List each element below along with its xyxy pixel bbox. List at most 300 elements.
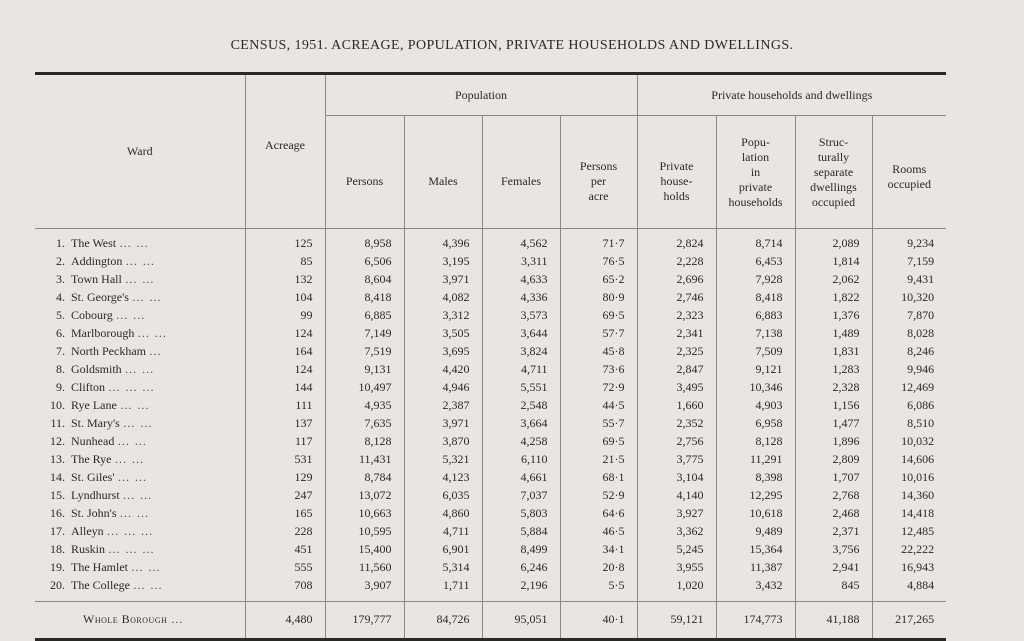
separate-dwellings-cell: 3,756 bbox=[795, 541, 872, 559]
females-cell: 5,884 bbox=[482, 523, 560, 541]
ward-name: Rye Lane bbox=[71, 398, 117, 412]
population-private-cell: 4,903 bbox=[716, 397, 795, 415]
females-cell: 3,311 bbox=[482, 253, 560, 271]
ward-name: St. George's bbox=[71, 290, 129, 304]
acreage-cell: 531 bbox=[245, 451, 325, 469]
ward-number: 16. bbox=[50, 506, 65, 520]
males-cell: 4,946 bbox=[404, 379, 482, 397]
leader-dots: … … bbox=[125, 254, 156, 268]
population-private-cell: 7,509 bbox=[716, 343, 795, 361]
persons-per-acre-cell: 76·5 bbox=[560, 253, 637, 271]
header-structurally-separate-dwellings: Struc- turally separate dwellings occupied bbox=[795, 116, 872, 228]
persons-cell: 8,128 bbox=[325, 433, 404, 451]
ward-number: 14. bbox=[50, 470, 65, 484]
persons-cell: 11,560 bbox=[325, 559, 404, 577]
ward-name: Town Hall bbox=[71, 272, 122, 286]
persons-per-acre-cell: 57·7 bbox=[560, 325, 637, 343]
females-cell: 4,562 bbox=[482, 228, 560, 253]
population-private-cell: 8,714 bbox=[716, 228, 795, 253]
ward-number: 12. bbox=[50, 434, 65, 448]
ward-name: St. John's bbox=[71, 506, 117, 520]
persons-cell: 10,663 bbox=[325, 505, 404, 523]
females-cell: 2,196 bbox=[482, 577, 560, 595]
ward-cell bbox=[35, 523, 245, 541]
ward-number: 11. bbox=[50, 416, 65, 430]
persons-per-acre-cell: 21·5 bbox=[560, 451, 637, 469]
males-cell: 6,901 bbox=[404, 541, 482, 559]
females-cell: 5,803 bbox=[482, 505, 560, 523]
total-row: Whole Borough … 4,480 179,777 84,726 95,051 40·1 59,121 174,773 41,188 217,265 bbox=[35, 601, 946, 639]
rooms-occupied-cell: 8,246 bbox=[872, 343, 946, 361]
private-households-cell: 2,341 bbox=[637, 325, 716, 343]
persons-cell: 10,497 bbox=[325, 379, 404, 397]
persons-per-acre-cell: 72·9 bbox=[560, 379, 637, 397]
private-households-cell: 3,775 bbox=[637, 451, 716, 469]
leader-dots: … … bbox=[119, 236, 150, 250]
population-private-cell: 11,387 bbox=[716, 559, 795, 577]
acreage-cell: 164 bbox=[245, 343, 325, 361]
table-row bbox=[35, 325, 946, 343]
population-private-cell: 10,346 bbox=[716, 379, 795, 397]
private-households-cell: 3,955 bbox=[637, 559, 716, 577]
females-cell: 6,246 bbox=[482, 559, 560, 577]
leader-dots: … … bbox=[132, 578, 163, 592]
acreage-cell: 117 bbox=[245, 433, 325, 451]
private-households-cell: 2,696 bbox=[637, 271, 716, 289]
rooms-occupied-cell: 10,320 bbox=[872, 289, 946, 307]
leader-dots: … … bbox=[122, 416, 153, 430]
table-row bbox=[35, 289, 946, 307]
females-cell: 3,664 bbox=[482, 415, 560, 433]
persons-cell: 3,907 bbox=[325, 577, 404, 595]
persons-per-acre-cell: 5·5 bbox=[560, 577, 637, 595]
leader-dots: … … bbox=[115, 308, 146, 322]
acreage-cell: 104 bbox=[245, 289, 325, 307]
private-households-cell: 2,325 bbox=[637, 343, 716, 361]
population-private-cell: 12,295 bbox=[716, 487, 795, 505]
header-private-households-dwellings: Private households and dwellings bbox=[637, 74, 946, 116]
table-row bbox=[35, 379, 946, 397]
ward-name: Addington bbox=[71, 254, 123, 268]
separate-dwellings-cell: 1,156 bbox=[795, 397, 872, 415]
males-cell: 3,195 bbox=[404, 253, 482, 271]
separate-dwellings-cell: 2,468 bbox=[795, 505, 872, 523]
separate-dwellings-cell: 2,809 bbox=[795, 451, 872, 469]
ward-name: Nunhead bbox=[71, 434, 115, 448]
acreage-cell: 132 bbox=[245, 271, 325, 289]
leader-dots: … … … bbox=[106, 524, 154, 538]
leader-dots: … … bbox=[122, 488, 153, 502]
separate-dwellings-cell: 1,707 bbox=[795, 469, 872, 487]
females-cell: 5,551 bbox=[482, 379, 560, 397]
population-private-cell: 10,618 bbox=[716, 505, 795, 523]
rooms-occupied-cell: 10,016 bbox=[872, 469, 946, 487]
ward-number: 1. bbox=[56, 236, 65, 250]
table-row bbox=[35, 228, 946, 253]
persons-per-acre-cell: 65·2 bbox=[560, 271, 637, 289]
persons-per-acre-cell: 20·8 bbox=[560, 559, 637, 577]
persons-cell: 15,400 bbox=[325, 541, 404, 559]
persons-cell: 8,958 bbox=[325, 228, 404, 253]
ward-name: St. Giles' bbox=[71, 470, 115, 484]
ward-cell bbox=[35, 253, 245, 271]
separate-dwellings-cell: 2,328 bbox=[795, 379, 872, 397]
males-cell: 5,321 bbox=[404, 451, 482, 469]
private-households-cell: 2,847 bbox=[637, 361, 716, 379]
persons-cell: 4,935 bbox=[325, 397, 404, 415]
total-label: Whole Borough bbox=[83, 612, 168, 626]
table-row bbox=[35, 505, 946, 523]
persons-cell: 11,431 bbox=[325, 451, 404, 469]
persons-per-acre-cell: 34·1 bbox=[560, 541, 637, 559]
leader-dots: … … bbox=[137, 326, 168, 340]
males-cell: 3,312 bbox=[404, 307, 482, 325]
rooms-occupied-cell: 22,222 bbox=[872, 541, 946, 559]
males-cell: 4,396 bbox=[404, 228, 482, 253]
ward-number: 18. bbox=[50, 542, 65, 556]
ward-name: The Rye bbox=[71, 452, 112, 466]
table-row bbox=[35, 307, 946, 325]
private-households-cell: 4,140 bbox=[637, 487, 716, 505]
persons-cell: 10,595 bbox=[325, 523, 404, 541]
males-cell: 1,711 bbox=[404, 577, 482, 595]
ward-cell bbox=[35, 343, 245, 361]
leader-dots: … … bbox=[114, 452, 145, 466]
rooms-occupied-cell: 8,028 bbox=[872, 325, 946, 343]
ward-number: 2. bbox=[56, 254, 65, 268]
table-row bbox=[35, 253, 946, 271]
females-cell: 3,573 bbox=[482, 307, 560, 325]
persons-per-acre-cell: 73·6 bbox=[560, 361, 637, 379]
ward-number: 5. bbox=[56, 308, 65, 322]
header-persons: Persons bbox=[325, 116, 404, 228]
total-separate-dwellings: 41,188 bbox=[795, 601, 872, 639]
ward-number: 8. bbox=[56, 362, 65, 376]
ward-name: Ruskin bbox=[71, 542, 106, 556]
rooms-occupied-cell: 12,469 bbox=[872, 379, 946, 397]
ward-name: Marlborough bbox=[71, 326, 135, 340]
acreage-cell: 708 bbox=[245, 577, 325, 595]
population-private-cell: 9,121 bbox=[716, 361, 795, 379]
acreage-cell: 144 bbox=[245, 379, 325, 397]
leader-dots: … … bbox=[119, 506, 150, 520]
private-households-cell: 2,824 bbox=[637, 228, 716, 253]
separate-dwellings-cell: 2,089 bbox=[795, 228, 872, 253]
acreage-cell: 451 bbox=[245, 541, 325, 559]
acreage-cell: 111 bbox=[245, 397, 325, 415]
ward-name: The Hamlet bbox=[71, 560, 128, 574]
acreage-cell: 247 bbox=[245, 487, 325, 505]
females-cell: 7,037 bbox=[482, 487, 560, 505]
ward-cell bbox=[35, 433, 245, 451]
population-private-cell: 8,418 bbox=[716, 289, 795, 307]
ward-name: Goldsmith bbox=[71, 362, 122, 376]
females-cell: 4,661 bbox=[482, 469, 560, 487]
ward-cell bbox=[35, 379, 245, 397]
population-private-cell: 3,432 bbox=[716, 577, 795, 595]
persons-per-acre-cell: 52·9 bbox=[560, 487, 637, 505]
ward-cell bbox=[35, 271, 245, 289]
private-households-cell: 5,245 bbox=[637, 541, 716, 559]
acreage-cell: 85 bbox=[245, 253, 325, 271]
header-rooms-occupied: Rooms occupied bbox=[872, 116, 946, 228]
private-households-cell: 1,660 bbox=[637, 397, 716, 415]
persons-cell: 7,149 bbox=[325, 325, 404, 343]
males-cell: 3,505 bbox=[404, 325, 482, 343]
males-cell: 4,082 bbox=[404, 289, 482, 307]
rooms-occupied-cell: 16,943 bbox=[872, 559, 946, 577]
separate-dwellings-cell: 1,376 bbox=[795, 307, 872, 325]
ward-number: 4. bbox=[56, 290, 65, 304]
females-cell: 4,336 bbox=[482, 289, 560, 307]
ward-cell bbox=[35, 228, 245, 253]
persons-per-acre-cell: 55·7 bbox=[560, 415, 637, 433]
females-cell: 4,711 bbox=[482, 361, 560, 379]
rooms-occupied-cell: 9,234 bbox=[872, 228, 946, 253]
males-cell: 4,123 bbox=[404, 469, 482, 487]
header-females: Females bbox=[482, 116, 560, 228]
ward-cell bbox=[35, 289, 245, 307]
ward-number: 13. bbox=[50, 452, 65, 466]
ward-number: 15. bbox=[50, 488, 65, 502]
rooms-occupied-cell: 9,946 bbox=[872, 361, 946, 379]
table-row bbox=[35, 415, 946, 433]
ward-name: St. Mary's bbox=[71, 416, 120, 430]
ward-number: 10. bbox=[50, 398, 65, 412]
acreage-cell: 125 bbox=[245, 228, 325, 253]
females-cell: 4,633 bbox=[482, 271, 560, 289]
table-row bbox=[35, 433, 946, 451]
leader-dots: … bbox=[148, 344, 162, 358]
leader-dots: … … bbox=[117, 434, 148, 448]
header-males: Males bbox=[404, 116, 482, 228]
ward-name: Lyndhurst bbox=[71, 488, 120, 502]
ward-cell bbox=[35, 577, 245, 595]
acreage-cell: 555 bbox=[245, 559, 325, 577]
males-cell: 4,420 bbox=[404, 361, 482, 379]
persons-per-acre-cell: 69·5 bbox=[560, 307, 637, 325]
persons-per-acre-cell: 64·6 bbox=[560, 505, 637, 523]
separate-dwellings-cell: 2,371 bbox=[795, 523, 872, 541]
table-row bbox=[35, 343, 946, 361]
persons-cell: 6,885 bbox=[325, 307, 404, 325]
persons-cell: 6,506 bbox=[325, 253, 404, 271]
acreage-cell: 165 bbox=[245, 505, 325, 523]
ward-number: 9. bbox=[56, 380, 65, 394]
males-cell: 3,971 bbox=[404, 271, 482, 289]
males-cell: 4,860 bbox=[404, 505, 482, 523]
rooms-occupied-cell: 14,418 bbox=[872, 505, 946, 523]
header-population-in-private-households: Popu- lation in private households bbox=[716, 116, 795, 228]
ward-cell bbox=[35, 469, 245, 487]
leader-dots: … … bbox=[131, 290, 162, 304]
private-households-cell: 2,228 bbox=[637, 253, 716, 271]
header-private-households: Private house- holds bbox=[637, 116, 716, 228]
separate-dwellings-cell: 1,896 bbox=[795, 433, 872, 451]
ward-cell bbox=[35, 505, 245, 523]
males-cell: 3,695 bbox=[404, 343, 482, 361]
population-private-cell: 6,453 bbox=[716, 253, 795, 271]
private-households-cell: 3,362 bbox=[637, 523, 716, 541]
males-cell: 6,035 bbox=[404, 487, 482, 505]
population-private-cell: 11,291 bbox=[716, 451, 795, 469]
total-males: 84,726 bbox=[404, 601, 482, 639]
rooms-occupied-cell: 14,360 bbox=[872, 487, 946, 505]
ward-name: Cobourg bbox=[71, 308, 113, 322]
ward-number: 19. bbox=[50, 560, 65, 574]
persons-per-acre-cell: 68·1 bbox=[560, 469, 637, 487]
rooms-occupied-cell: 7,159 bbox=[872, 253, 946, 271]
census-table bbox=[35, 72, 946, 641]
persons-per-acre-cell: 45·8 bbox=[560, 343, 637, 361]
leader-dots: … … bbox=[130, 560, 161, 574]
persons-per-acre-cell: 80·9 bbox=[560, 289, 637, 307]
total-persons-per-acre: 40·1 bbox=[560, 601, 637, 639]
rooms-occupied-cell: 4,884 bbox=[872, 577, 946, 595]
ward-number: 17. bbox=[50, 524, 65, 538]
males-cell: 3,971 bbox=[404, 415, 482, 433]
rooms-occupied-cell: 9,431 bbox=[872, 271, 946, 289]
leader-dots: … … bbox=[124, 272, 155, 286]
males-cell: 2,387 bbox=[404, 397, 482, 415]
ward-number: 3. bbox=[56, 272, 65, 286]
persons-cell: 8,418 bbox=[325, 289, 404, 307]
rooms-occupied-cell: 12,485 bbox=[872, 523, 946, 541]
ward-cell bbox=[35, 541, 245, 559]
males-cell: 3,870 bbox=[404, 433, 482, 451]
total-persons: 179,777 bbox=[325, 601, 404, 639]
leader-dots: … … bbox=[119, 398, 150, 412]
separate-dwellings-cell: 2,941 bbox=[795, 559, 872, 577]
ward-number: 7. bbox=[56, 344, 65, 358]
persons-per-acre-cell: 71·7 bbox=[560, 228, 637, 253]
acreage-cell: 124 bbox=[245, 325, 325, 343]
total-private-households: 59,121 bbox=[637, 601, 716, 639]
persons-per-acre-cell: 44·5 bbox=[560, 397, 637, 415]
ward-cell bbox=[35, 307, 245, 325]
ward-name: Clifton bbox=[71, 380, 106, 394]
table-body bbox=[35, 228, 946, 601]
page-title: CENSUS, 1951. ACREAGE, POPULATION, PRIVATE HOUSEHOLDS AND DWELLINGS. bbox=[230, 38, 794, 53]
ward-cell bbox=[35, 325, 245, 343]
females-cell: 6,110 bbox=[482, 451, 560, 469]
persons-cell: 7,519 bbox=[325, 343, 404, 361]
table-row bbox=[35, 541, 946, 559]
ward-cell bbox=[35, 415, 245, 433]
population-private-cell: 6,958 bbox=[716, 415, 795, 433]
leader-dots: … … … bbox=[108, 380, 156, 394]
table-row bbox=[35, 271, 946, 289]
separate-dwellings-cell: 1,822 bbox=[795, 289, 872, 307]
acreage-cell: 129 bbox=[245, 469, 325, 487]
separate-dwellings-cell: 1,814 bbox=[795, 253, 872, 271]
ward-name: Alleyn bbox=[71, 524, 104, 538]
table-row bbox=[35, 469, 946, 487]
ward-name: The College bbox=[71, 578, 130, 592]
table-row bbox=[35, 487, 946, 505]
separate-dwellings-cell: 1,283 bbox=[795, 361, 872, 379]
population-private-cell: 6,883 bbox=[716, 307, 795, 325]
private-households-cell: 2,756 bbox=[637, 433, 716, 451]
separate-dwellings-cell: 2,062 bbox=[795, 271, 872, 289]
persons-per-acre-cell: 69·5 bbox=[560, 433, 637, 451]
population-private-cell: 8,128 bbox=[716, 433, 795, 451]
acreage-cell: 99 bbox=[245, 307, 325, 325]
population-private-cell: 7,928 bbox=[716, 271, 795, 289]
males-cell: 5,314 bbox=[404, 559, 482, 577]
persons-per-acre-cell: 46·5 bbox=[560, 523, 637, 541]
rooms-occupied-cell: 6,086 bbox=[872, 397, 946, 415]
population-private-cell: 9,489 bbox=[716, 523, 795, 541]
private-households-cell: 3,927 bbox=[637, 505, 716, 523]
rooms-occupied-cell: 14,606 bbox=[872, 451, 946, 469]
header-population: Population bbox=[325, 74, 637, 116]
table-row bbox=[35, 361, 946, 379]
females-cell: 3,644 bbox=[482, 325, 560, 343]
acreage-cell: 124 bbox=[245, 361, 325, 379]
persons-cell: 13,072 bbox=[325, 487, 404, 505]
private-households-cell: 2,746 bbox=[637, 289, 716, 307]
ward-name: The West bbox=[71, 236, 117, 250]
table-footer bbox=[35, 601, 946, 639]
separate-dwellings-cell: 1,489 bbox=[795, 325, 872, 343]
table-row bbox=[35, 397, 946, 415]
header-acreage: Acreage bbox=[245, 116, 325, 228]
leader-dots: … … bbox=[117, 470, 148, 484]
persons-cell: 8,604 bbox=[325, 271, 404, 289]
ward-cell bbox=[35, 559, 245, 577]
table-row bbox=[35, 523, 946, 541]
header-persons-per-acre: Persons per acre bbox=[560, 116, 637, 228]
acreage-cell: 137 bbox=[245, 415, 325, 433]
private-households-cell: 3,495 bbox=[637, 379, 716, 397]
private-households-cell: 3,104 bbox=[637, 469, 716, 487]
females-cell: 8,499 bbox=[482, 541, 560, 559]
persons-cell: 8,784 bbox=[325, 469, 404, 487]
ward-cell bbox=[35, 361, 245, 379]
population-private-cell: 15,364 bbox=[716, 541, 795, 559]
acreage-cell: 228 bbox=[245, 523, 325, 541]
private-households-cell: 1,020 bbox=[637, 577, 716, 595]
females-cell: 2,548 bbox=[482, 397, 560, 415]
females-cell: 3,824 bbox=[482, 343, 560, 361]
separate-dwellings-cell: 1,477 bbox=[795, 415, 872, 433]
total-population-private: 174,773 bbox=[716, 601, 795, 639]
separate-dwellings-cell: 2,768 bbox=[795, 487, 872, 505]
header-ward: Ward bbox=[126, 143, 153, 158]
separate-dwellings-cell: 1,831 bbox=[795, 343, 872, 361]
persons-cell: 7,635 bbox=[325, 415, 404, 433]
population-private-cell: 8,398 bbox=[716, 469, 795, 487]
ward-number: 6. bbox=[56, 326, 65, 340]
rooms-occupied-cell: 7,870 bbox=[872, 307, 946, 325]
leader-dots: … … … bbox=[108, 542, 156, 556]
females-cell: 4,258 bbox=[482, 433, 560, 451]
rooms-occupied-cell: 10,032 bbox=[872, 433, 946, 451]
table-row bbox=[35, 577, 946, 595]
males-cell: 4,711 bbox=[404, 523, 482, 541]
table-row bbox=[35, 451, 946, 469]
persons-cell: 9,131 bbox=[325, 361, 404, 379]
private-households-cell: 2,323 bbox=[637, 307, 716, 325]
ward-number: 20. bbox=[50, 578, 65, 592]
population-private-cell: 7,138 bbox=[716, 325, 795, 343]
leader-dots: … … bbox=[124, 362, 155, 376]
ward-cell bbox=[35, 451, 245, 469]
total-acreage: 4,480 bbox=[245, 601, 325, 639]
ward-cell bbox=[35, 397, 245, 415]
ward-cell bbox=[35, 487, 245, 505]
